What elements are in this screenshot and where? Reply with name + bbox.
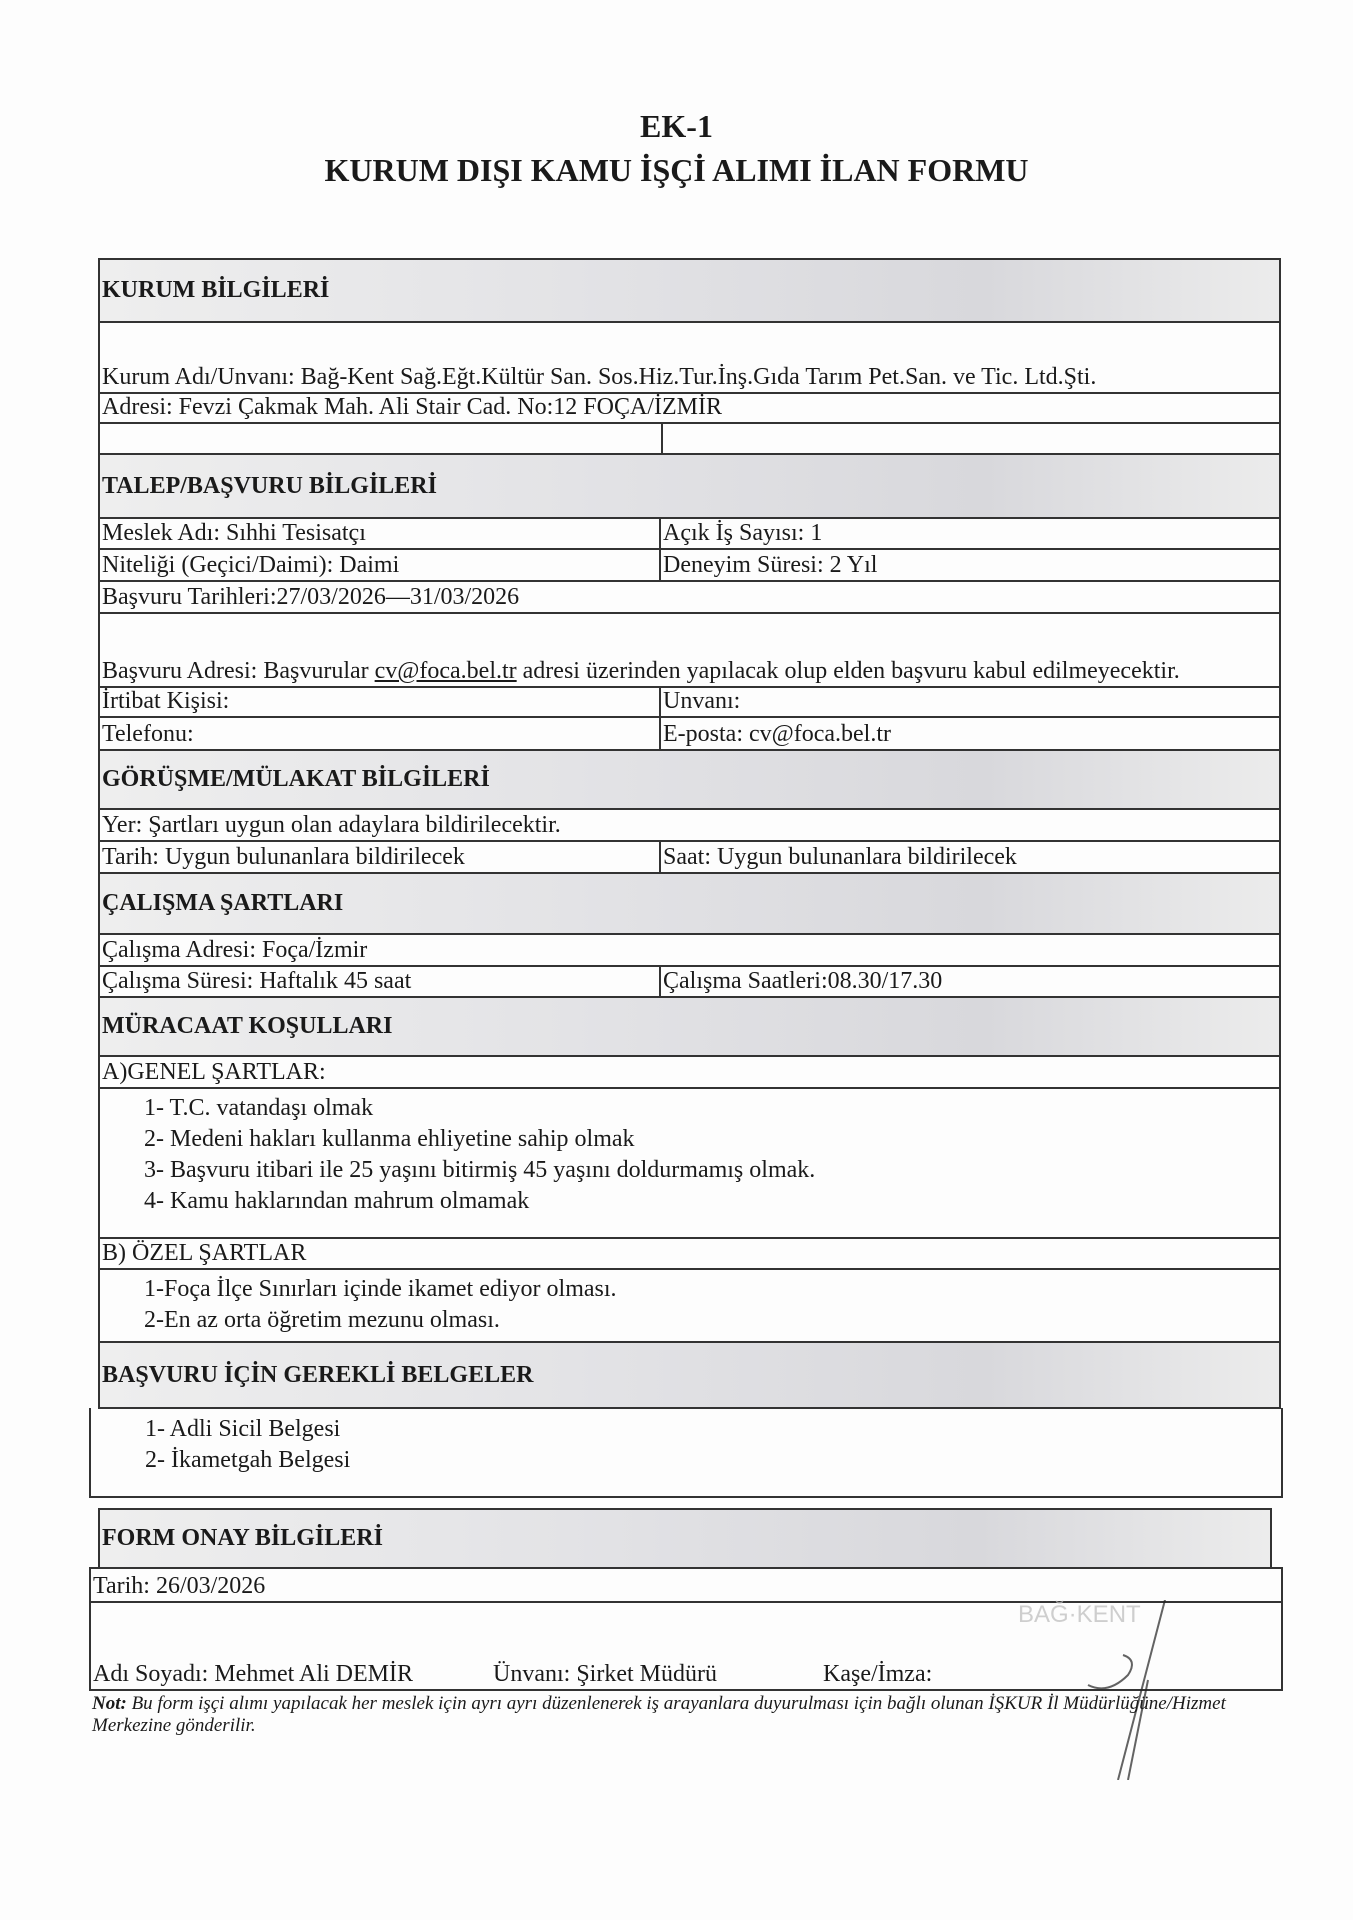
onay-kase: Kaşe/İmza: (823, 1661, 933, 1687)
gorusme-saat: Saat: Uygun bulunanlara bildirilecek (663, 844, 1017, 870)
section-heading: ÇALIŞMA ŞARTLARI (102, 890, 344, 916)
onay-tarih: Tarih: 26/03/2026 (93, 1573, 266, 1599)
section-heading: BAŞVURU İÇİN GEREKLİ BELGELER (102, 1361, 534, 1388)
list-item: 3- Başvuru itibari ile 25 yaşını bitirmiş 45 yaşını doldurmamış olmak. (144, 1157, 816, 1183)
onay-adi: Adı Soyadı: Mehmet Ali DEMİR (93, 1661, 413, 1687)
footnote (92, 1693, 1282, 1737)
meslek: Meslek Adı: Sıhhi Tesisatçı (100, 519, 661, 548)
genel-sartlar-label: A)GENEL ŞARTLAR: (102, 1059, 326, 1085)
section-muracaat-header (100, 996, 1279, 1055)
list-item: 4- Kamu haklarından mahrum olmamak (144, 1188, 530, 1214)
section-kurum-header (100, 258, 1279, 321)
section-heading: TALEP/BAŞVURU BİLGİLERİ (102, 472, 437, 499)
genel-sartlar-list (100, 1087, 1279, 1237)
list-item: 2- İkametgah Belgesi (145, 1447, 351, 1473)
section-calisma-header (100, 872, 1279, 933)
acik-is: Açık İş Sayısı: 1 (663, 520, 823, 546)
section-onay-header (100, 1508, 1270, 1567)
form-table (98, 258, 1281, 1409)
deneyim: Deneyim Süresi: 2 Yıl (663, 552, 878, 578)
section-heading: GÖRÜŞME/MÜLAKAT BİLGİLERİ (102, 766, 490, 792)
signature-icon (948, 1600, 1278, 1780)
section-heading: MÜRACAAT KOŞULLARI (102, 1013, 393, 1039)
list-item: 2- Medeni hakları kullanma ehliyetine sahip olmak (144, 1126, 635, 1152)
note-text: Bu form işçi alımı yapılacak her meslek için ayrı ayrı düzenlenerek iş arayanlara duyurulması için bağlı olunan İŞKUR İl Müdürlüğüne/Hizmet Merkezine gönderilir. (92, 1693, 1226, 1736)
calisma-sure: Çalışma Süresi: Haftalık 45 saat (100, 967, 661, 996)
section-heading: FORM ONAY BİLGİLERİ (102, 1525, 383, 1551)
eposta: E-posta: cv@foca.bel.tr (663, 721, 892, 747)
list-item: 1-Foça İlçe Sınırları içinde ikamet ediyor olması. (144, 1276, 617, 1302)
unvan: Unvanı: (663, 688, 741, 714)
calisma-adres: Çalışma Adresi: Foça/İzmir (102, 937, 368, 963)
basvuru-tarihleri: Başvuru Tarihleri:27/03/2026—31/03/2026 (102, 584, 520, 610)
telefon: Telefonu: (100, 718, 661, 749)
calisma-saatleri: Çalışma Saatleri:08.30/17.30 (663, 968, 943, 994)
section-heading: KURUM BİLGİLERİ (102, 277, 330, 303)
irtibat: İrtibat Kişisi: (100, 688, 661, 716)
belgeler-box (89, 1408, 1283, 1498)
gorusme-yer: Yer: Şartları uygun olan adaylara bildirilecektir. (102, 812, 561, 838)
onay-unvan: Ünvanı: Şirket Müdürü (493, 1661, 717, 1687)
nitelik: Niteliği (Geçici/Daimi): Daimi (100, 550, 661, 580)
ozel-sartlar-list (100, 1268, 1279, 1341)
section-talep-header (100, 453, 1279, 517)
note-label: Not: (92, 1693, 127, 1714)
svg-text:BAĞ·KENT: BAĞ·KENT (1018, 1601, 1141, 1628)
basvuru-adresi-suffix: adresi üzerinden yapılacak olup elden başvuru kabul edilmeyecektir. (516, 658, 1180, 684)
list-item: 2-En az orta öğretim mezunu olması. (144, 1307, 500, 1333)
basvuru-adresi (100, 657, 1182, 686)
section-belgeler-header (100, 1341, 1279, 1409)
form-code: EK-1 (640, 108, 713, 144)
email-link[interactable]: cv@foca.bel.tr (374, 658, 517, 684)
basvuru-adresi-prefix: Başvuru Adresi: Başvurular (102, 658, 375, 684)
company-stamp (948, 1600, 1278, 1700)
form-title: KURUM DIŞI KAMU İŞÇİ ALIMI İLAN FORMU (324, 152, 1029, 188)
list-item: 1- T.C. vatandaşı olmak (144, 1095, 374, 1121)
list-item: 1- Adli Sicil Belgesi (145, 1416, 341, 1442)
kurum-address: Adresi: Fevzi Çakmak Mah. Ali Stair Cad. No:12 FOÇA/İZMİR (102, 394, 722, 420)
onay-section (98, 1508, 1272, 1567)
kurum-name: Kurum Adı/Unvanı: Bağ-Kent Sağ.Eğt.Kültür San. Sos.Hiz.Tur.İnş.Gıda Tarım Pet.San. ve Tic. Ltd.Şti. (102, 364, 1097, 390)
section-gorusme-header (100, 749, 1279, 808)
gorusme-tarih: Tarih: Uygun bulunanlara bildirilecek (100, 842, 661, 872)
ozel-sartlar-label: B) ÖZEL ŞARTLAR (102, 1240, 307, 1266)
